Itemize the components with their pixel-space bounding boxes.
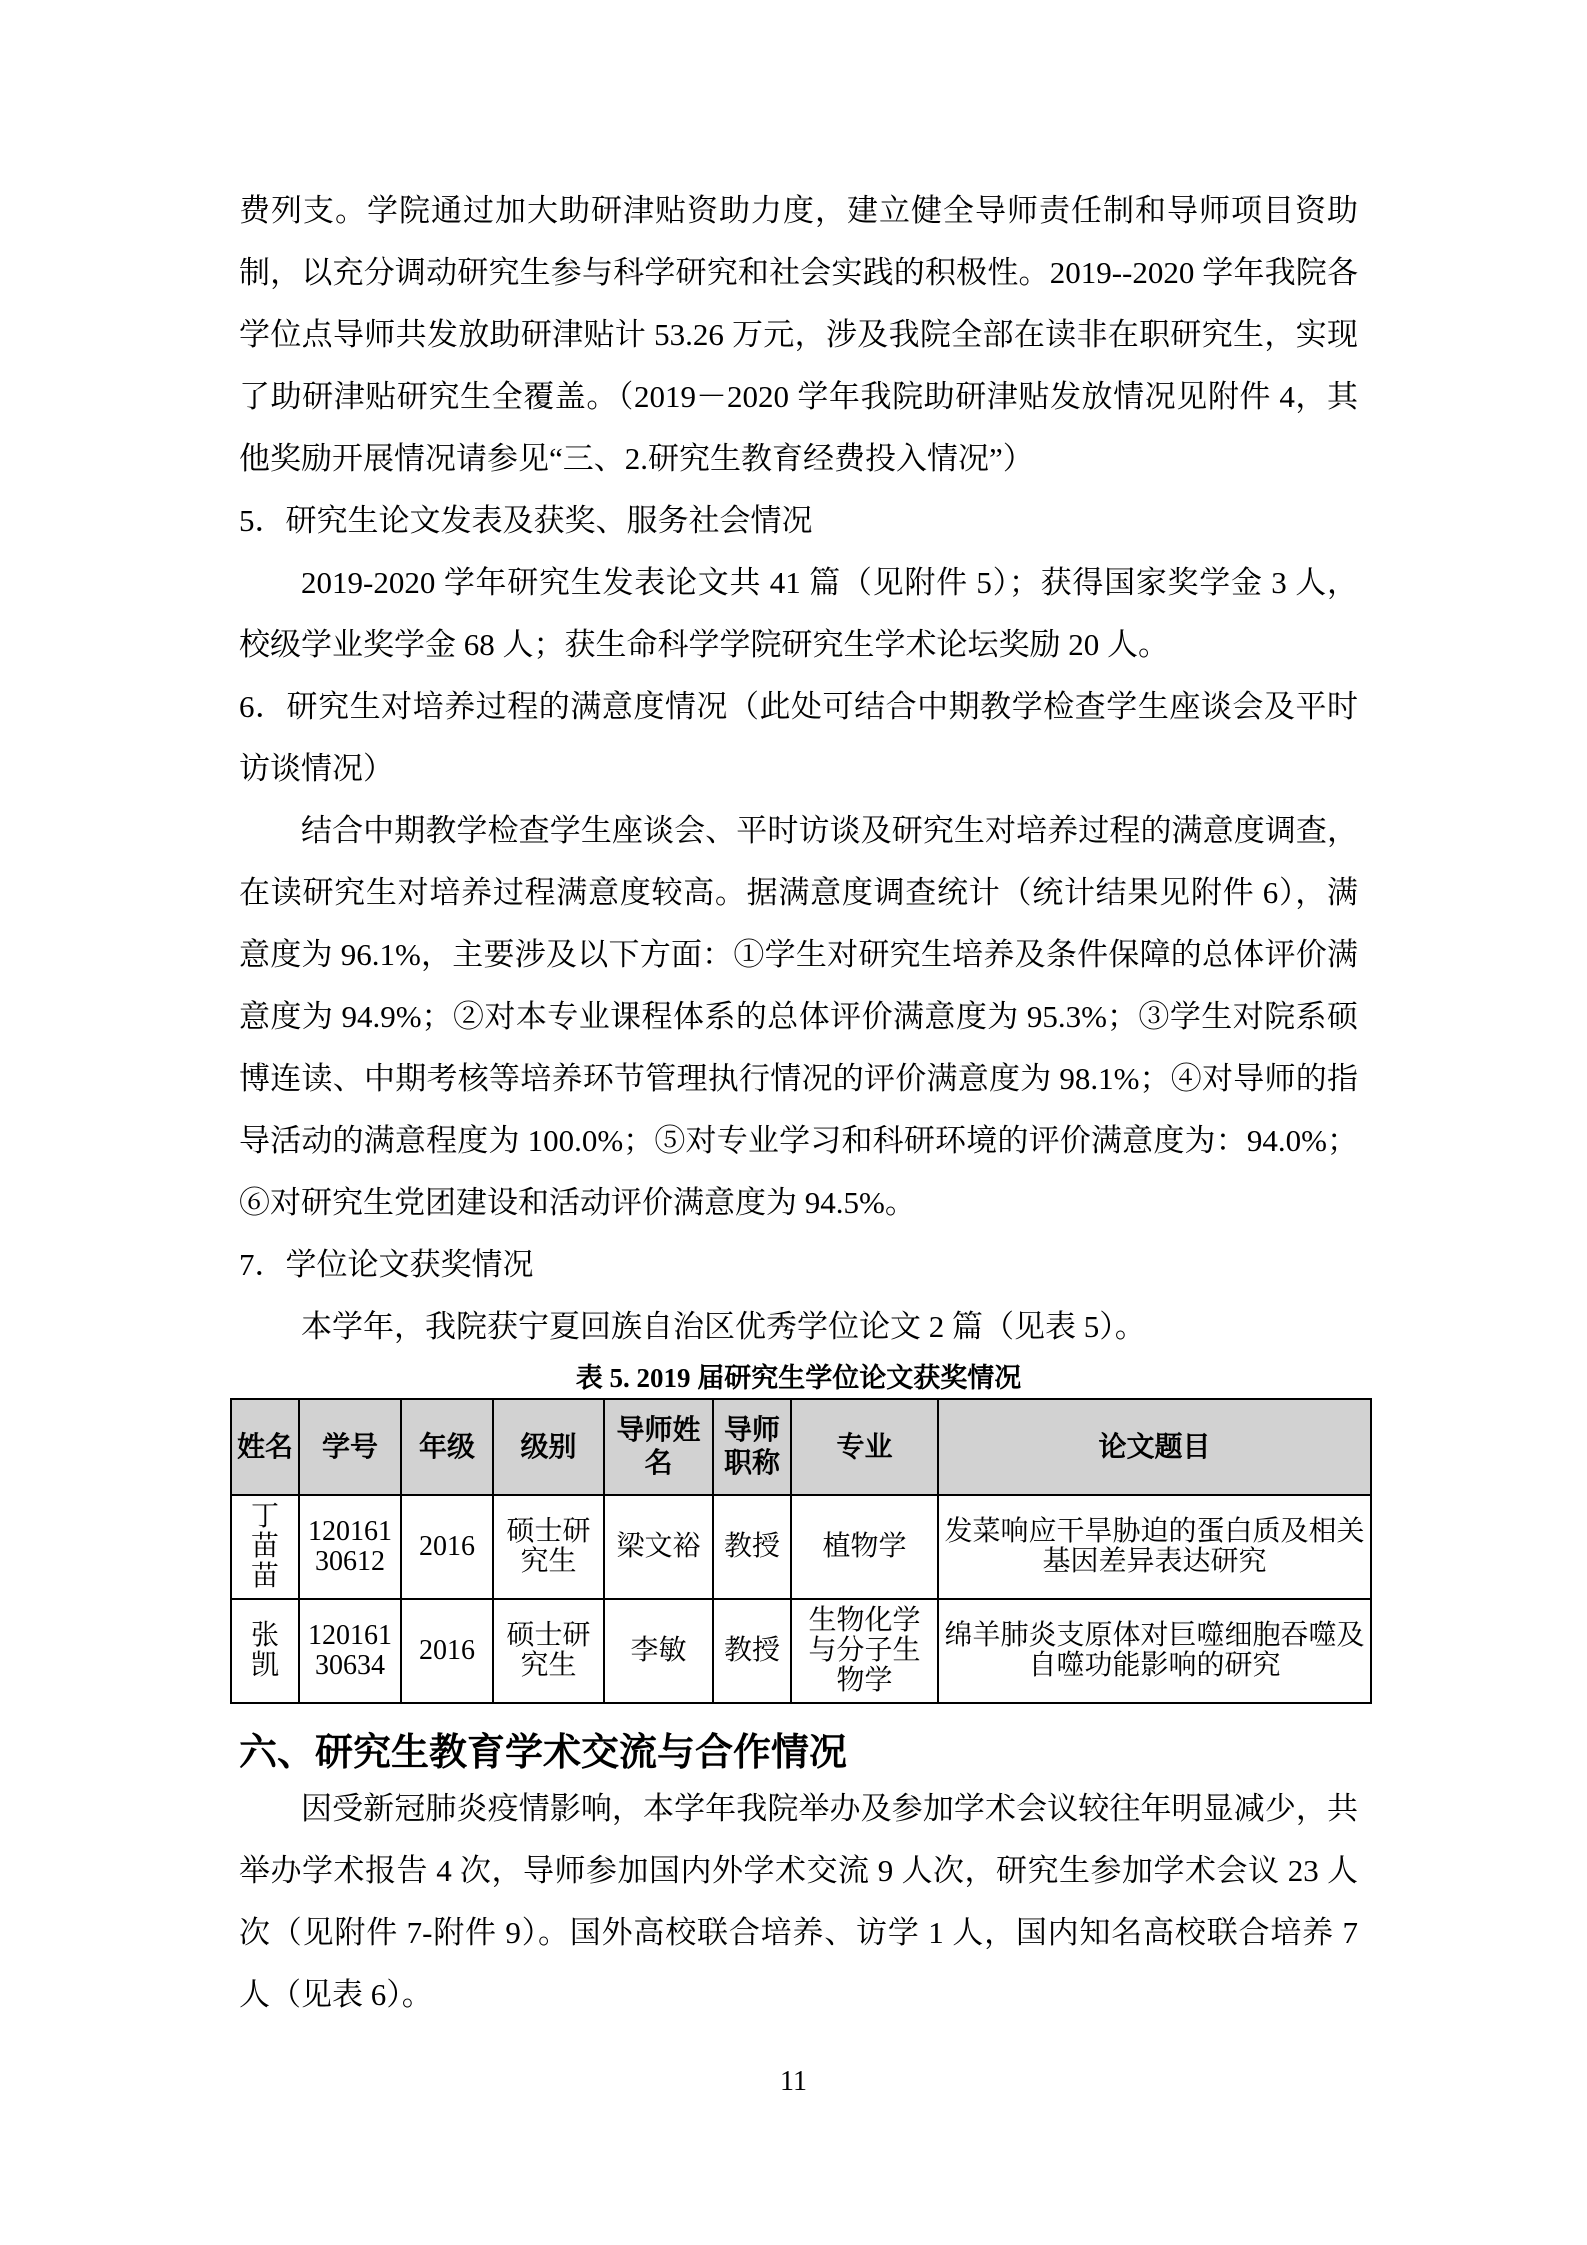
cell-thesis-title: 绵羊肺炎支原体对巨噬细胞吞噬及自噬功能影响的研究 xyxy=(938,1599,1371,1703)
cell-advisor: 李敏 xyxy=(604,1599,713,1703)
section-heading-six: 六、研究生教育学术交流与合作情况 xyxy=(239,1732,848,1774)
header-cell-advisor: 导师姓名 xyxy=(604,1399,713,1495)
header-cell-name: 姓名 xyxy=(231,1399,299,1495)
cell-major: 植物学 xyxy=(791,1495,938,1599)
paragraph-publications: 2019-2020 学年研究生发表论文共 41 篇（见附件 5）；获得国家奖学金 3 人，校级学业奖学金 68 人；获生命科学学院研究生学术论坛奖励 20 人。 xyxy=(239,565,1358,662)
heading-item-7: 7．学位论文获奖情况 xyxy=(239,1247,534,1282)
paragraph-funding: 费列支。学院通过加大助研津贴资助力度，建立健全导师责任制和导师项目资助制，以充分调动研究生参与科学研究和社会实践的积极性。2019--2020 学年我院各学位点导师共发放助研津贴计 53.26 万元，涉及我院全部在读非在职研究生，实现了助研津贴研究生全覆盖。（2019－2020 学年我院助研津贴发放情况见附件 4，其他奖励开展情况请参见“三、2.研究生教育经费投入情况”） xyxy=(239,193,1358,476)
cell-major: 生物化学与分子生物学 xyxy=(791,1599,938,1703)
header-cell-student-id: 学号 xyxy=(299,1399,401,1495)
cell-advisor: 梁文裕 xyxy=(604,1495,713,1599)
cell-level: 硕士研究生 xyxy=(493,1495,604,1599)
header-cell-level: 级别 xyxy=(493,1399,604,1495)
cell-student-id: 12016130634 xyxy=(299,1599,401,1703)
header-cell-thesis-title: 论文题目 xyxy=(938,1399,1371,1495)
paragraph-academic-exchange: 因受新冠肺炎疫情影响，本学年我院举办及参加学术会议较往年明显减少，共举办学术报告 4 次，导师参加国内外学术交流 9 人次，研究生参加学术会议 23 人次（见附件 7-附件 9）。国外高校联合培养、访学 1 人，国内知名高校联合培养 7 人（见表 6）。 xyxy=(239,1791,1358,2012)
thesis-awards-table xyxy=(230,1398,1372,1704)
paragraph-thesis-awards: 本学年，我院获宁夏回族自治区优秀学位论文 2 篇（见表 5）。 xyxy=(301,1309,1146,1344)
table5-title: 表 5. 2019 届研究生学位论文获奖情况 xyxy=(575,1363,1022,1393)
cell-level: 硕士研究生 xyxy=(493,1599,604,1703)
cell-grade: 2016 xyxy=(401,1599,493,1703)
cell-name: 丁苗苗 xyxy=(231,1495,299,1599)
header-cell-major: 专业 xyxy=(791,1399,938,1495)
header-cell-grade: 年级 xyxy=(401,1399,493,1495)
cell-advisor-title: 教授 xyxy=(713,1599,791,1703)
page-number: 11 xyxy=(780,2066,807,2097)
table-row xyxy=(231,1495,1371,1599)
cell-grade: 2016 xyxy=(401,1495,493,1599)
table-row xyxy=(231,1599,1371,1703)
heading-item-6: 6．研究生对培养过程的满意度情况（此处可结合中期教学检查学生座谈会及平时访谈情况） xyxy=(239,689,1358,786)
cell-student-id: 12016130612 xyxy=(299,1495,401,1599)
cell-thesis-title: 发菜响应干旱胁迫的蛋白质及相关基因差异表达研究 xyxy=(938,1495,1371,1599)
cell-name: 张凯 xyxy=(231,1599,299,1703)
header-cell-advisor-title: 导师职称 xyxy=(713,1399,791,1495)
cell-advisor-title: 教授 xyxy=(713,1495,791,1599)
table-header-row xyxy=(231,1399,1371,1495)
paragraph-satisfaction: 结合中期教学检查学生座谈会、平时访谈及研究生对培养过程的满意度调查，在读研究生对培养过程满意度较高。据满意度调查统计（统计结果见附件 6），满意度为 96.1%，主要涉及以下方面：①学生对研究生培养及条件保障的总体评价满意度为 94.9%；②对本专业课程体系的总体评价满意度为 95.3%；③学生对院系硕博连读、中期考核等培养环节管理执行情况的评价满意度为 98.1%；④对导师的指导活动的满意程度为 100.0%；⑤对专业学习和科研环境的评价满意度为：94.0%；⑥对研究生党团建设和活动评价满意度为 94.5%。 xyxy=(239,813,1358,1220)
heading-item-5: 5．研究生论文发表及获奖、服务社会情况 xyxy=(239,503,813,538)
